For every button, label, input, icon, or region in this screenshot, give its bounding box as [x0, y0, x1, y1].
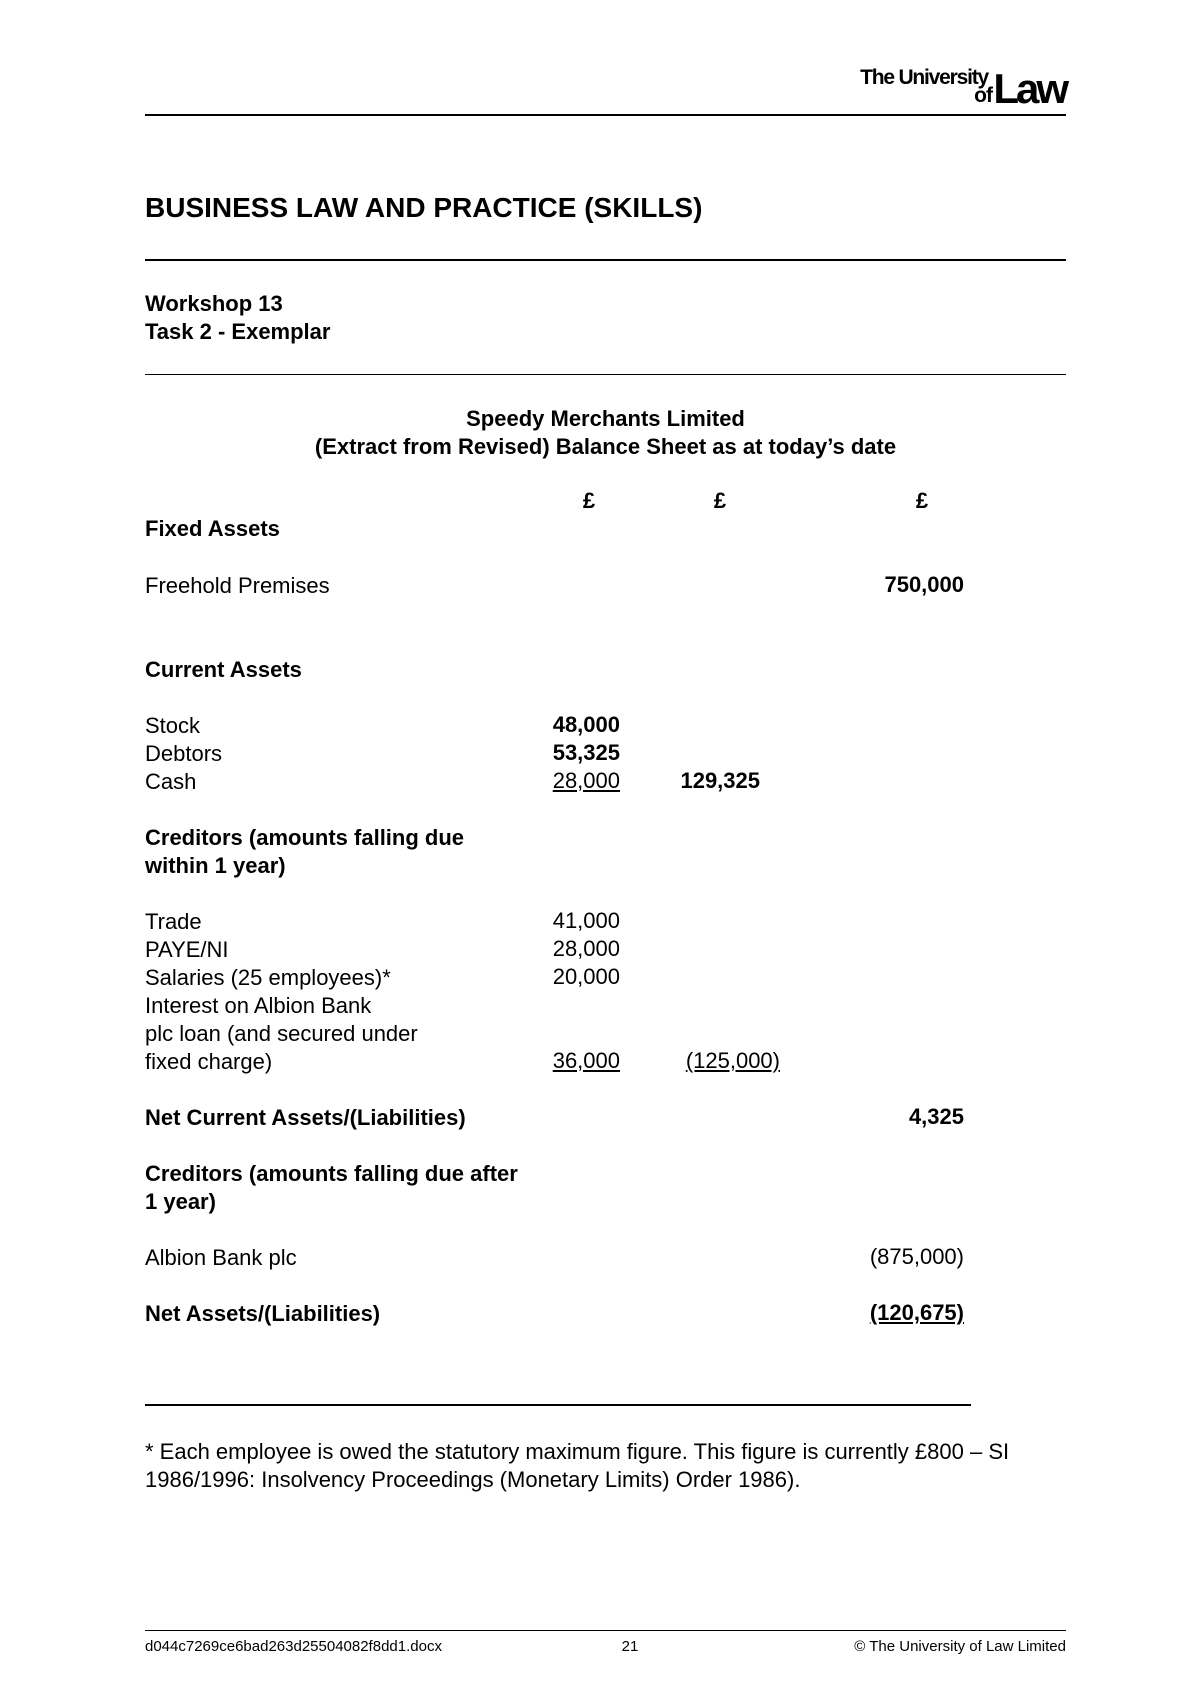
salaries-value: 20,000	[552, 964, 620, 989]
net-current-heading: Net Current Assets/(Liabilities)	[145, 1105, 466, 1130]
fixed-assets-heading: Fixed Assets	[145, 516, 280, 541]
albion-label: Albion Bank plc	[145, 1245, 297, 1270]
logo-line-1: The University	[860, 66, 988, 89]
title-rule	[145, 259, 1066, 261]
freehold-label: Freehold Premises	[145, 573, 330, 598]
current-assets-subtotal: 129,325	[680, 768, 760, 793]
stock-value: 48,000	[552, 712, 620, 737]
interest-label-2: plc loan (and secured under	[145, 1021, 418, 1046]
course-title: BUSINESS LAW AND PRACTICE (SKILLS)	[145, 192, 703, 223]
debtors-label: Debtors	[145, 741, 223, 766]
logo-line-3: Law	[993, 65, 1066, 112]
footnote-separator	[145, 1404, 971, 1406]
currency-header-1: £	[582, 488, 596, 513]
paye-label: PAYE/NI	[145, 937, 229, 962]
university-logo	[846, 64, 1066, 112]
cash-value: 28,000	[552, 768, 620, 793]
currency-header-3: £	[915, 488, 929, 513]
footer-page-number: 21	[621, 1638, 639, 1655]
sheet-title: (Extract from Revised) Balance Sheet as at today’s date	[314, 434, 897, 459]
freehold-value: 750,000	[884, 572, 964, 597]
footer-copyright: © The University of Law Limited	[854, 1638, 1066, 1655]
net-assets-heading: Net Assets/(Liabilities)	[145, 1301, 381, 1326]
section-rule	[145, 374, 1066, 375]
creditors-within-subtotal: (125,000)	[685, 1048, 780, 1073]
net-assets-value: (120,675)	[869, 1300, 964, 1325]
footnote: * Each employee is owed the statutory maximum figure. This figure is currently £800 – SI 1986/1996: Insolvency Proceedings (Monetary Limits) Order 1986).	[145, 1439, 1010, 1492]
debtors-value: 53,325	[552, 740, 620, 765]
net-current-value: 4,325	[908, 1104, 964, 1129]
footer-rule	[145, 1630, 1066, 1631]
workshop-label: Workshop 13	[145, 291, 283, 316]
interest-label-1: Interest on Albion Bank	[145, 993, 372, 1018]
task-label: Task 2 - Exemplar	[145, 319, 331, 344]
creditors-after-heading: Creditors (amounts falling due after 1 year)	[145, 1161, 518, 1214]
logo-line-2: of	[974, 84, 992, 107]
footer-filename: d044c7269ce6bad263d25504082f8dd1.docx	[145, 1638, 442, 1655]
header-rule	[145, 114, 1066, 116]
salaries-label: Salaries (25 employees)*	[145, 965, 391, 990]
interest-label-3: fixed charge)	[145, 1049, 273, 1074]
paye-value: 28,000	[552, 936, 620, 961]
trade-value: 41,000	[552, 908, 620, 933]
company-name: Speedy Merchants Limited	[466, 406, 745, 431]
current-assets-heading: Current Assets	[145, 657, 302, 682]
currency-header-2: £	[713, 488, 727, 513]
stock-label: Stock	[145, 713, 201, 738]
albion-value: (875,000)	[869, 1244, 964, 1269]
cash-label: Cash	[145, 769, 197, 794]
interest-value: 36,000	[552, 1048, 620, 1073]
trade-label: Trade	[145, 909, 202, 934]
creditors-within-heading: Creditors (amounts falling due within 1 year)	[145, 825, 465, 878]
